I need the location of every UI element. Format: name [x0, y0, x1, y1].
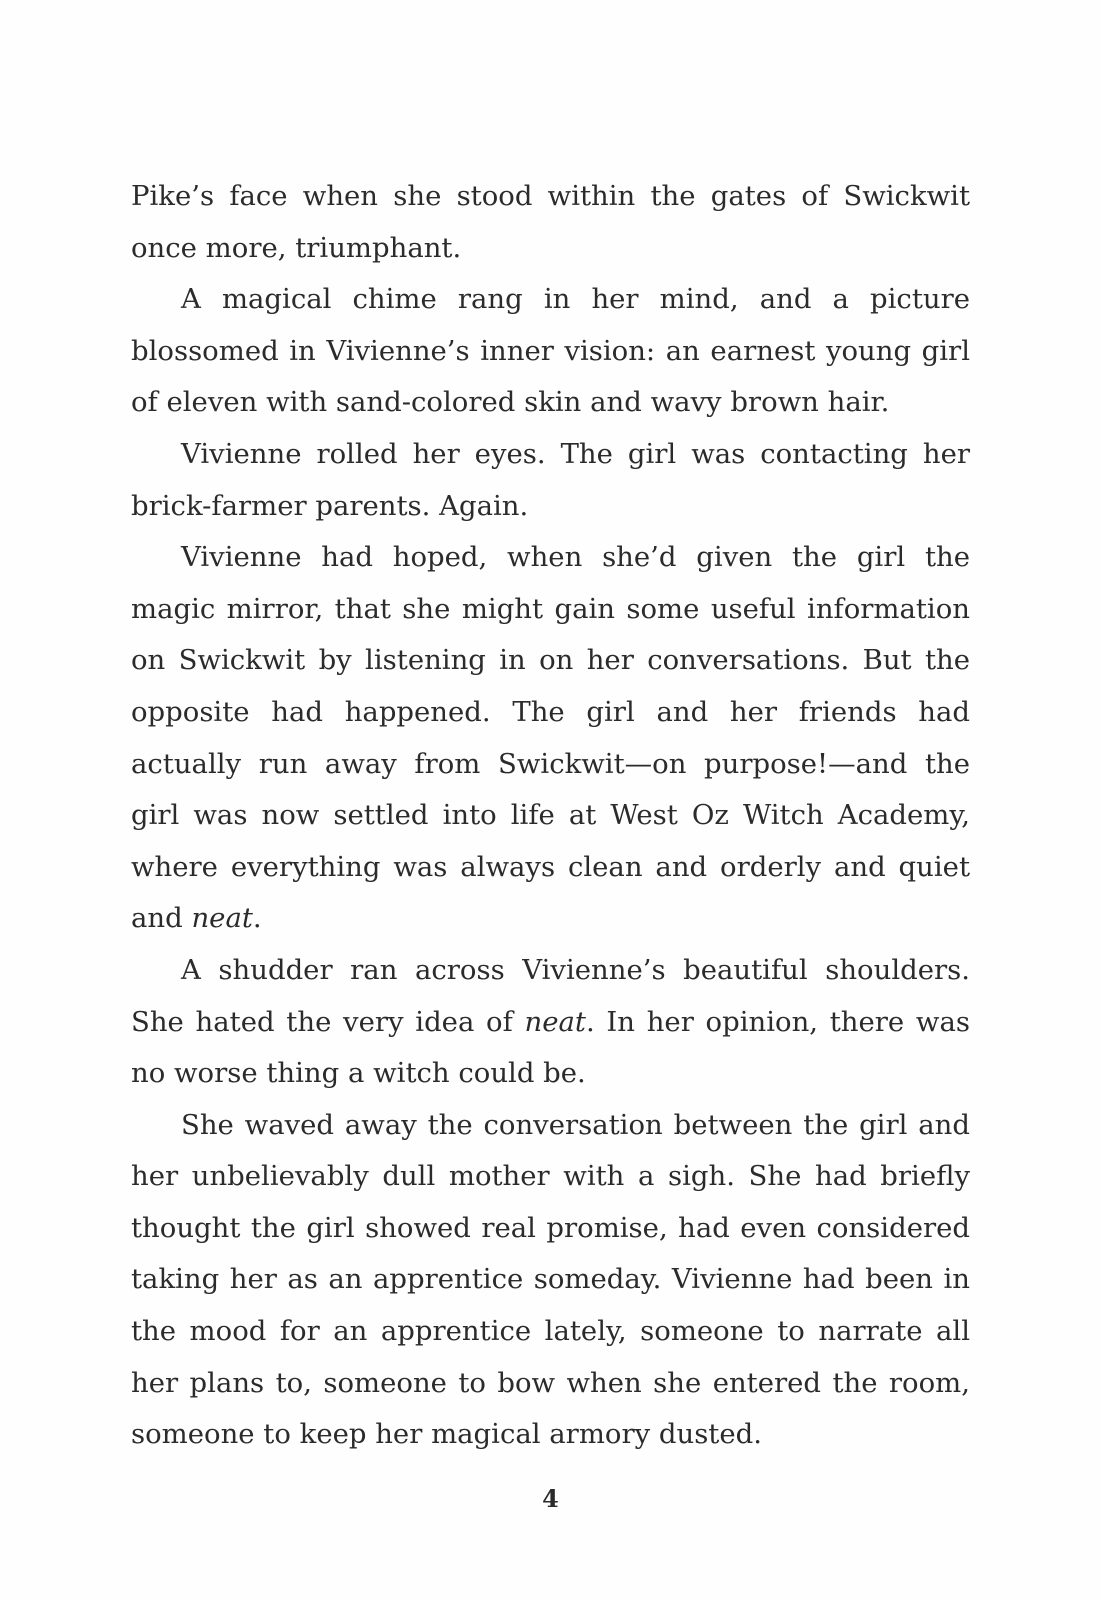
paragraph-continued: Pike’s face when she stood within the gates of Swickwit once more, triumphant.: [131, 180, 970, 264]
paragraph: Vivienne had hoped, when she’d given the girl the magic mirror, that she might gain some useful information on Swickwit by listening in on her conversations. But the opposite had happened. The girl and her friends had actually run away from Swickwit—on purpose!—and the girl was now settled into life at West Oz Witch Academy, where everything was always clean and orderly and quiet and neat.: [131, 541, 970, 935]
body-text: [131, 171, 970, 1461]
paragraph: A shudder ran across Vivienne’s beautiful shoulders. She hated the very idea of neat. In her opinion, there was no worse thing a witch could be.: [131, 953, 970, 1090]
paragraph: Vivienne rolled her eyes. The girl was contacting her brick-farmer parents. Again.: [131, 437, 970, 522]
paragraph: She waved away the conversation between the girl and her unbelievably dull mother with a sigh. She had briefly thought the girl showed real promise, had even considered taking her as an apprentice someday. Vivienne had been in the mood for an apprentice lately, someone to narrate all her plans to, someone to bow when she entered the room, someone to keep her magical armory dusted.: [131, 1108, 970, 1451]
page-number: 4: [542, 1484, 559, 1513]
emphasized-word: neat: [524, 1005, 586, 1038]
paragraph: A magical chime rang in her mind, and a picture blossomed in Vivienne’s inner vision: an earnest young girl of eleven with sand-colored skin and wavy brown hair.: [131, 283, 970, 419]
emphasized-word: neat: [191, 902, 253, 935]
